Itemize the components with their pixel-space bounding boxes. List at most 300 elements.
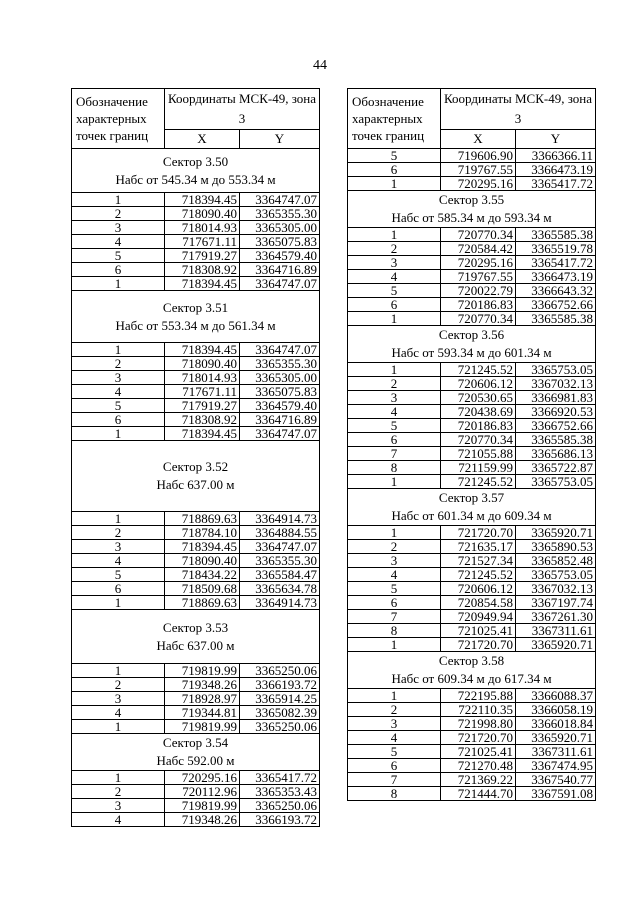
y-coordinate: 3365890.53 [516, 540, 596, 554]
x-coordinate: 720438.69 [441, 405, 516, 419]
sector-header [72, 291, 320, 343]
x-coordinate: 721635.17 [441, 540, 516, 554]
table-row [348, 759, 596, 773]
table-row [72, 399, 320, 413]
table-row [348, 554, 596, 568]
coordinates-system-header: Координаты МСК-49, зона 3 [165, 89, 320, 130]
point-number: 8 [348, 624, 441, 638]
point-number: 1 [348, 228, 441, 242]
table-row [72, 540, 320, 554]
table-row [348, 363, 596, 377]
point-number: 1 [72, 343, 165, 357]
point-number: 3 [348, 391, 441, 405]
sector-title: Сектор 3.56 [438, 327, 505, 342]
x-coordinate: 720949.94 [441, 610, 516, 624]
y-coordinate: 3365355.30 [240, 554, 320, 568]
sector-header [72, 149, 320, 193]
sector-subtitle: Набс от 601.34 м до 609.34 м [391, 508, 552, 523]
y-coordinate: 3365722.87 [516, 461, 596, 475]
sector-title: Сектор 3.50 [162, 153, 229, 169]
x-coordinate: 721025.41 [441, 745, 516, 759]
y-coordinate: 3364716.89 [240, 413, 320, 427]
table-row [72, 385, 320, 399]
point-number: 8 [348, 787, 441, 801]
table-row [72, 235, 320, 249]
point-number: 1 [72, 720, 165, 734]
table-row [348, 540, 596, 554]
x-coordinate: 718090.40 [165, 357, 240, 371]
table-row [348, 717, 596, 731]
x-coordinate: 720295.16 [441, 256, 516, 270]
table-row [348, 405, 596, 419]
table-row [72, 249, 320, 263]
x-coordinate: 718434.22 [165, 568, 240, 582]
x-coordinate: 720295.16 [165, 771, 240, 785]
sector-subtitle: Набс 592.00 м [156, 753, 235, 768]
point-number: 2 [72, 357, 165, 371]
x-coordinate: 721055.88 [441, 447, 516, 461]
sector-subtitle: Набс от 585.34 м до 593.34 м [391, 210, 552, 225]
point-number: 2 [72, 785, 165, 799]
x-coordinate: 719348.26 [165, 678, 240, 692]
table-row [72, 343, 320, 357]
table-header-row [72, 89, 320, 130]
x-coordinate: 717671.11 [165, 385, 240, 399]
coordinates-table-right [347, 88, 596, 801]
point-number: 2 [72, 207, 165, 221]
y-coordinate: 3365305.00 [240, 221, 320, 235]
sector-subtitle: Набс от 545.34 м до 553.34 м [115, 171, 276, 187]
sector-subtitle: Набс от 609.34 м до 617.34 м [391, 671, 552, 686]
point-number: 6 [72, 413, 165, 427]
table-right-body [348, 89, 596, 801]
y-coordinate: 3364716.89 [240, 263, 320, 277]
sector-title: Сектор 3.54 [162, 735, 229, 750]
table-row [72, 512, 320, 526]
point-number: 1 [72, 427, 165, 441]
sector-header-row [348, 326, 596, 363]
point-number: 2 [348, 540, 441, 554]
y-coordinate: 3366193.72 [240, 678, 320, 692]
table-row [72, 427, 320, 441]
table-row [348, 745, 596, 759]
y-coordinate: 3367311.61 [516, 745, 596, 759]
x-coordinate: 721444.70 [441, 787, 516, 801]
table-row [348, 228, 596, 242]
y-coordinate: 3365686.13 [516, 447, 596, 461]
point-number: 1 [348, 312, 441, 326]
y-coordinate: 3365585.38 [516, 228, 596, 242]
point-designation-header: Обозначение характерных точек границ [348, 89, 441, 149]
point-number: 7 [348, 610, 441, 624]
point-number: 5 [348, 419, 441, 433]
y-coordinate: 3365634.78 [240, 582, 320, 596]
point-number: 1 [72, 596, 165, 610]
x-coordinate: 720295.16 [441, 177, 516, 191]
y-coordinate: 3366058.19 [516, 703, 596, 717]
x-coordinate: 719344.81 [165, 706, 240, 720]
point-number: 6 [348, 433, 441, 447]
table-row [348, 149, 596, 163]
x-coordinate: 717919.27 [165, 399, 240, 413]
y-coordinate: 3364747.07 [240, 193, 320, 207]
x-coordinate: 718869.63 [165, 512, 240, 526]
sector-title: Сектор 3.53 [162, 619, 229, 635]
x-coordinate: 720606.12 [441, 582, 516, 596]
point-number: 4 [72, 554, 165, 568]
y-coordinate: 3365417.72 [516, 177, 596, 191]
x-coordinate: 720770.34 [441, 312, 516, 326]
table-row [348, 787, 596, 801]
y-coordinate: 3365914.25 [240, 692, 320, 706]
table-row [72, 706, 320, 720]
point-number: 6 [348, 596, 441, 610]
sector-header-row [72, 149, 320, 193]
table-row [348, 284, 596, 298]
coordinates-table-left [71, 88, 320, 827]
x-coordinate: 719767.55 [441, 270, 516, 284]
point-number: 3 [72, 221, 165, 235]
point-number: 1 [348, 526, 441, 540]
y-column-header: Y [240, 130, 320, 149]
y-coordinate: 3366752.66 [516, 419, 596, 433]
table-row [72, 692, 320, 706]
sector-title: Сектор 3.51 [162, 299, 229, 315]
x-coordinate: 721270.48 [441, 759, 516, 773]
table-row [72, 799, 320, 813]
x-coordinate: 718394.45 [165, 540, 240, 554]
point-number: 1 [72, 512, 165, 526]
x-coordinate: 719606.90 [441, 149, 516, 163]
table-row [348, 475, 596, 489]
y-coordinate: 3364579.40 [240, 399, 320, 413]
point-number: 1 [348, 177, 441, 191]
y-coordinate: 3365920.71 [516, 731, 596, 745]
point-number: 3 [348, 717, 441, 731]
x-coordinate: 720186.83 [441, 419, 516, 433]
point-number: 6 [348, 298, 441, 312]
sector-subtitle: Набс от 553.34 м до 561.34 м [115, 317, 276, 333]
y-coordinate: 3365250.06 [240, 799, 320, 813]
x-coordinate: 718090.40 [165, 207, 240, 221]
point-number: 6 [348, 163, 441, 177]
point-number: 4 [348, 270, 441, 284]
y-coordinate: 3367311.61 [516, 624, 596, 638]
x-coordinate: 720530.65 [441, 391, 516, 405]
y-coordinate: 3364914.73 [240, 512, 320, 526]
y-coordinate: 3365353.43 [240, 785, 320, 799]
y-coordinate: 3366920.53 [516, 405, 596, 419]
y-coordinate: 3365417.72 [516, 256, 596, 270]
x-coordinate: 721527.34 [441, 554, 516, 568]
coordinates-system-header: Координаты МСК-49, зона 3 [441, 89, 596, 130]
x-coordinate: 719819.99 [165, 720, 240, 734]
y-coordinate: 3367032.13 [516, 377, 596, 391]
table-row [348, 163, 596, 177]
y-coordinate: 3367261.30 [516, 610, 596, 624]
x-coordinate: 720770.34 [441, 433, 516, 447]
sector-title: Сектор 3.57 [438, 490, 505, 505]
table-row [348, 703, 596, 717]
y-coordinate: 3364914.73 [240, 596, 320, 610]
table-row [72, 813, 320, 827]
sector-header-row [72, 291, 320, 343]
point-number: 4 [72, 235, 165, 249]
point-number: 4 [72, 706, 165, 720]
y-coordinate: 3367540.77 [516, 773, 596, 787]
y-coordinate: 3365920.71 [516, 638, 596, 652]
x-coordinate: 718090.40 [165, 554, 240, 568]
x-coordinate: 717919.27 [165, 249, 240, 263]
table-row [72, 357, 320, 371]
table-row [72, 554, 320, 568]
point-number: 7 [348, 447, 441, 461]
point-number: 6 [348, 759, 441, 773]
y-coordinate: 3364579.40 [240, 249, 320, 263]
table-row [72, 678, 320, 692]
table-row [348, 177, 596, 191]
table-row [348, 689, 596, 703]
table-row [348, 377, 596, 391]
table-row [72, 526, 320, 540]
y-column-header: Y [516, 130, 596, 149]
point-number: 1 [72, 664, 165, 678]
point-number: 3 [348, 554, 441, 568]
x-coordinate: 721720.70 [441, 638, 516, 652]
point-number: 3 [72, 692, 165, 706]
x-coordinate: 718308.92 [165, 263, 240, 277]
x-coordinate: 722110.35 [441, 703, 516, 717]
y-coordinate: 3366088.37 [516, 689, 596, 703]
point-number: 1 [72, 771, 165, 785]
point-number: 5 [348, 284, 441, 298]
x-coordinate: 720186.83 [441, 298, 516, 312]
x-coordinate: 721998.80 [441, 717, 516, 731]
y-coordinate: 3365584.47 [240, 568, 320, 582]
table-row [72, 263, 320, 277]
y-coordinate: 3365753.05 [516, 363, 596, 377]
x-coordinate: 718394.45 [165, 427, 240, 441]
x-coordinate: 721720.70 [441, 526, 516, 540]
y-coordinate: 3366018.84 [516, 717, 596, 731]
x-coordinate: 721369.22 [441, 773, 516, 787]
table-row [348, 242, 596, 256]
sector-header-row [348, 191, 596, 228]
y-coordinate: 3366752.66 [516, 298, 596, 312]
table-row [348, 610, 596, 624]
table-row [72, 582, 320, 596]
table-row [348, 270, 596, 284]
x-coordinate: 720112.96 [165, 785, 240, 799]
table-row [72, 664, 320, 678]
x-coordinate: 718394.45 [165, 193, 240, 207]
sector-header-row [72, 610, 320, 664]
table-header-row [348, 89, 596, 130]
y-coordinate: 3366473.19 [516, 270, 596, 284]
x-coordinate: 718784.10 [165, 526, 240, 540]
table-row [72, 371, 320, 385]
table-row [348, 419, 596, 433]
y-coordinate: 3365753.05 [516, 568, 596, 582]
x-coordinate: 721245.52 [441, 363, 516, 377]
table-row [72, 596, 320, 610]
point-number: 3 [72, 540, 165, 554]
table-row [72, 413, 320, 427]
sector-header-row [348, 652, 596, 689]
y-coordinate: 3365082.39 [240, 706, 320, 720]
x-coordinate: 718014.93 [165, 371, 240, 385]
y-coordinate: 3365250.06 [240, 664, 320, 678]
point-number: 2 [348, 242, 441, 256]
x-coordinate: 720770.34 [441, 228, 516, 242]
x-coordinate: 721159.99 [441, 461, 516, 475]
point-number: 1 [72, 193, 165, 207]
x-coordinate: 720022.79 [441, 284, 516, 298]
point-number: 5 [348, 745, 441, 759]
point-number: 2 [348, 703, 441, 717]
point-number: 5 [348, 149, 441, 163]
y-coordinate: 3365920.71 [516, 526, 596, 540]
table-row [348, 582, 596, 596]
x-coordinate: 717671.11 [165, 235, 240, 249]
table-row [348, 624, 596, 638]
table-row [348, 731, 596, 745]
point-number: 5 [72, 568, 165, 582]
table-row [72, 207, 320, 221]
y-coordinate: 3367591.08 [516, 787, 596, 801]
y-coordinate: 3366643.32 [516, 284, 596, 298]
sector-header [72, 441, 320, 512]
x-coordinate: 719819.99 [165, 664, 240, 678]
point-number: 1 [348, 689, 441, 703]
point-number: 2 [72, 526, 165, 540]
y-coordinate: 3366473.19 [516, 163, 596, 177]
point-number: 2 [72, 678, 165, 692]
table-row [72, 277, 320, 291]
point-number: 4 [348, 731, 441, 745]
y-coordinate: 3365585.38 [516, 433, 596, 447]
point-number: 1 [72, 277, 165, 291]
sector-header-row [72, 441, 320, 512]
y-coordinate: 3365355.30 [240, 207, 320, 221]
y-coordinate: 3365417.72 [240, 771, 320, 785]
point-number: 7 [348, 773, 441, 787]
x-coordinate: 719819.99 [165, 799, 240, 813]
y-coordinate: 3367197.74 [516, 596, 596, 610]
x-coordinate: 720854.58 [441, 596, 516, 610]
sector-subtitle: Набс от 593.34 м до 601.34 м [391, 345, 552, 360]
point-number: 4 [348, 405, 441, 419]
x-coordinate: 719348.26 [165, 813, 240, 827]
y-coordinate: 3365355.30 [240, 357, 320, 371]
point-designation-header: Обозначение характерных точек границ [72, 89, 165, 149]
point-number: 5 [72, 399, 165, 413]
x-coordinate: 721245.52 [441, 568, 516, 582]
page-number: 44 [313, 58, 327, 73]
x-coordinate: 718869.63 [165, 596, 240, 610]
x-coordinate: 720606.12 [441, 377, 516, 391]
point-number: 5 [72, 249, 165, 263]
sector-header [72, 610, 320, 664]
table-left-body [72, 89, 320, 827]
table-row [348, 391, 596, 405]
x-coordinate: 718394.45 [165, 343, 240, 357]
y-coordinate: 3365585.38 [516, 312, 596, 326]
table-row [72, 785, 320, 799]
x-coordinate: 722195.88 [441, 689, 516, 703]
table-row [348, 433, 596, 447]
table-row [72, 193, 320, 207]
sector-header [348, 489, 596, 526]
sector-title: Сектор 3.58 [438, 653, 505, 668]
sector-header [348, 652, 596, 689]
x-coordinate: 721245.52 [441, 475, 516, 489]
y-coordinate: 3365753.05 [516, 475, 596, 489]
y-coordinate: 3366366.11 [516, 149, 596, 163]
table-row [348, 638, 596, 652]
sector-subtitle: Набс 637.00 м [156, 637, 235, 653]
x-coordinate: 721025.41 [441, 624, 516, 638]
y-coordinate: 3365305.00 [240, 371, 320, 385]
point-number: 2 [348, 377, 441, 391]
y-coordinate: 3366981.83 [516, 391, 596, 405]
y-coordinate: 3364884.55 [240, 526, 320, 540]
table-row [348, 256, 596, 270]
table-row [72, 720, 320, 734]
point-number: 1 [348, 475, 441, 489]
y-coordinate: 3367032.13 [516, 582, 596, 596]
x-coordinate: 720584.42 [441, 242, 516, 256]
y-coordinate: 3367474.95 [516, 759, 596, 773]
y-coordinate: 3364747.07 [240, 277, 320, 291]
point-number: 5 [348, 582, 441, 596]
table-row [348, 596, 596, 610]
table-row [72, 568, 320, 582]
table-row [348, 447, 596, 461]
x-coordinate: 718394.45 [165, 277, 240, 291]
point-number: 6 [72, 263, 165, 277]
sector-header-row [72, 734, 320, 771]
sector-header [348, 326, 596, 363]
sector-header [348, 191, 596, 228]
x-coordinate: 721720.70 [441, 731, 516, 745]
table-row [348, 568, 596, 582]
x-coordinate: 718014.93 [165, 221, 240, 235]
sector-subtitle: Набс 637.00 м [156, 477, 235, 492]
table-row [348, 773, 596, 787]
y-coordinate: 3366193.72 [240, 813, 320, 827]
sector-header [72, 734, 320, 771]
x-coordinate: 718928.97 [165, 692, 240, 706]
x-coordinate: 719767.55 [441, 163, 516, 177]
y-coordinate: 3365852.48 [516, 554, 596, 568]
y-coordinate: 3365250.06 [240, 720, 320, 734]
y-coordinate: 3364747.07 [240, 540, 320, 554]
x-column-header: X [441, 130, 516, 149]
point-number: 4 [72, 385, 165, 399]
table-row [348, 526, 596, 540]
x-coordinate: 718509.68 [165, 582, 240, 596]
x-column-header: X [165, 130, 240, 149]
sector-title: Сектор 3.52 [162, 459, 229, 474]
table-row [348, 298, 596, 312]
sector-title: Сектор 3.55 [438, 192, 505, 207]
point-number: 4 [348, 568, 441, 582]
y-coordinate: 3365519.78 [516, 242, 596, 256]
table-row [72, 771, 320, 785]
point-number: 3 [72, 799, 165, 813]
point-number: 3 [72, 371, 165, 385]
